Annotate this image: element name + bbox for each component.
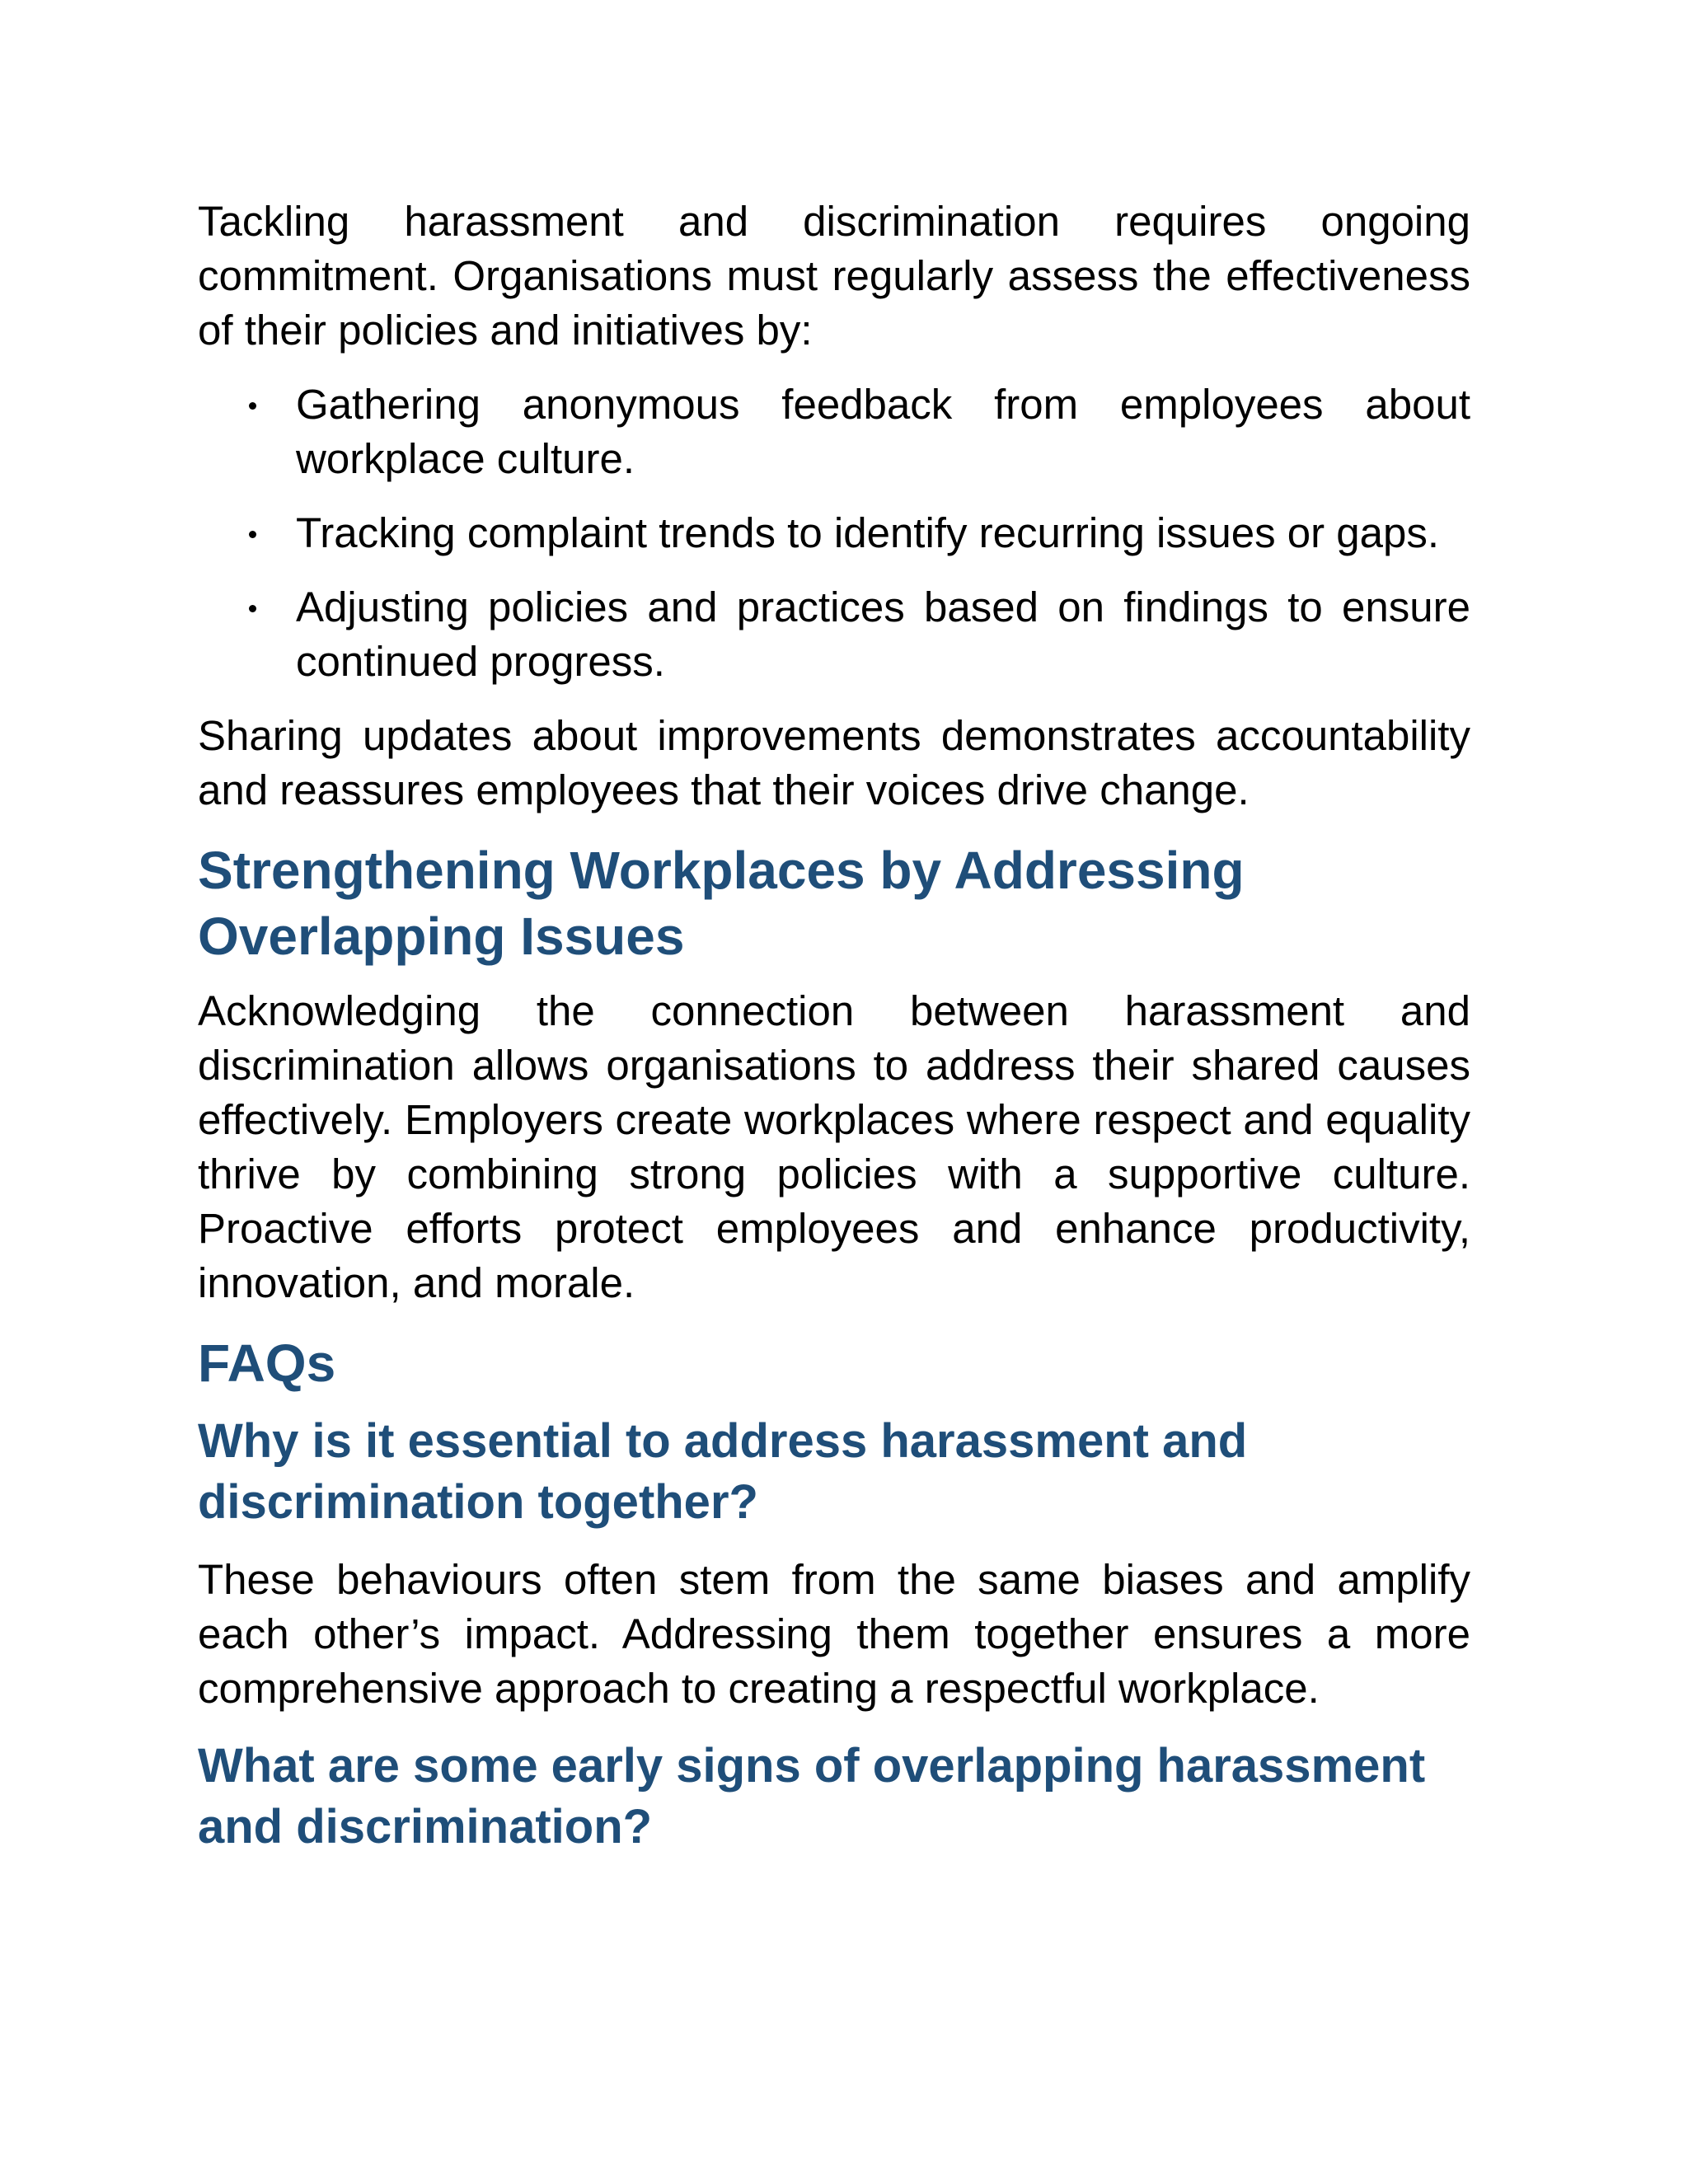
- bullet-item: [198, 506, 1470, 560]
- document-page: [198, 194, 1470, 1877]
- faqs-heading: FAQs: [198, 1333, 336, 1393]
- faq-question: What are some early signs of overlapping harassment and discrimination?: [198, 1739, 1426, 1854]
- bullet-text: Adjusting policies and practices based on findings to ensure continued progress.: [296, 583, 1470, 685]
- intro-paragraph: Tackling harassment and discrimination requires ongoing commitment. Organisations must regularly assess the effectiveness of their policies and initiatives by:: [198, 198, 1470, 354]
- bullet-text: Tracking complaint trends to identify recurring issues or gaps.: [296, 509, 1440, 556]
- faq-answer: These behaviours often stem from the same biases and amplify each other’s impact. Addressing them together ensures a more comprehensive approach to creating a respectful workplace.: [198, 1556, 1470, 1712]
- bullet-text: Gathering anonymous feedback from employees about workplace culture.: [296, 381, 1470, 482]
- bullet-point-icon: [249, 531, 256, 538]
- section-paragraph: Acknowledging the connection between harassment and discrimination allows organisations to address their shared causes effectively. Employers create workplaces where respect and equality thrive by combining strong policies with a supportive culture. Proactive efforts protect employees and enhance productivity, innovation, and morale.: [198, 987, 1470, 1306]
- faq-question: Why is it essential to address harassment and discrimination together?: [198, 1414, 1248, 1529]
- bullet-item: [198, 580, 1470, 689]
- bullet-point-icon: [249, 402, 256, 410]
- sharing-paragraph: Sharing updates about improvements demonstrates accountability and reassures employees that their voices drive change.: [198, 712, 1470, 813]
- section-heading: Strengthening Workplaces by Addressing Overlapping Issues: [198, 841, 1245, 966]
- bullet-item: [198, 377, 1470, 486]
- assessment-bullet-list: [198, 377, 1470, 689]
- bullet-point-icon: [249, 605, 256, 612]
